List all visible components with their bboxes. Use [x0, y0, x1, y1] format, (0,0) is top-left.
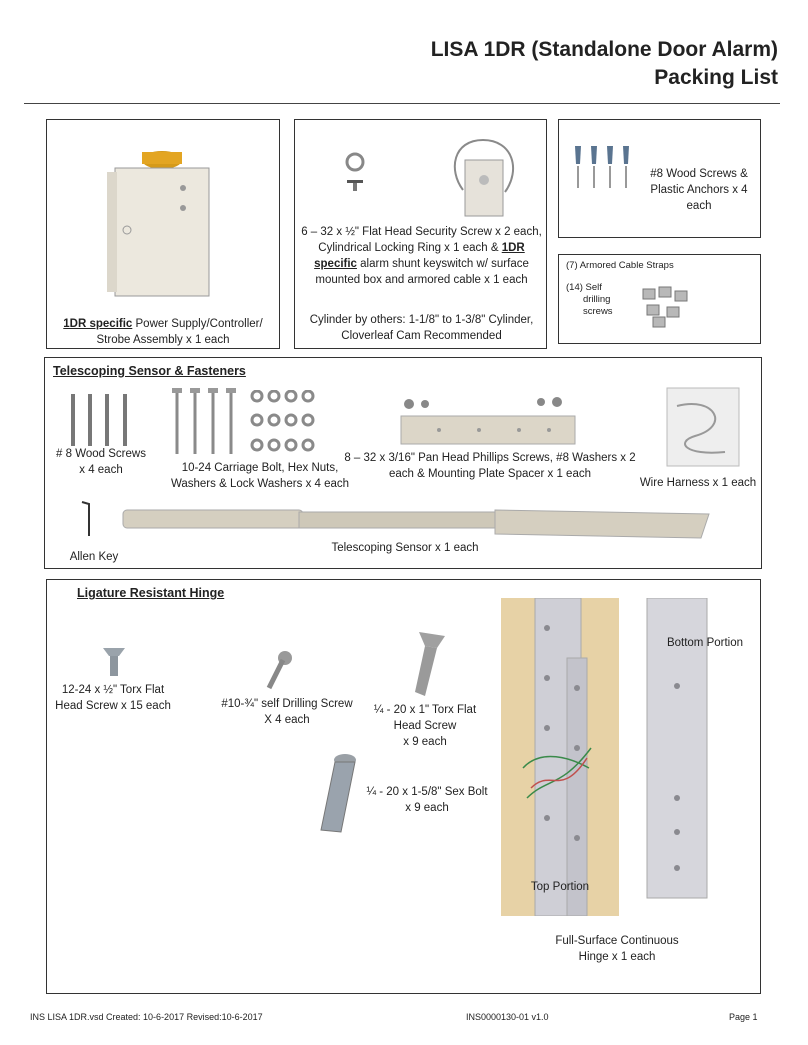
torx-half-line1: 12-24 x ½" Torx Flat: [61, 684, 165, 696]
keyswitch-image: [443, 130, 523, 220]
carriage-line1: 10-24 Carriage Bolt, Hex Nuts,: [181, 462, 339, 474]
keyswitch-line4: mounted box and armored cable x 1 each: [315, 274, 528, 286]
wood-screws-line2: x 4 each: [79, 464, 123, 476]
pan-head-caption: [335, 450, 645, 482]
carriage-caption: [155, 460, 365, 492]
sex-bolt-caption: [347, 784, 507, 816]
allen-key-caption: Allen Key: [69, 551, 119, 563]
telescoping-sensor-caption: Telescoping Sensor x 1 each: [331, 542, 479, 554]
anchors-line2: Plastic Anchors x 4: [650, 184, 748, 196]
cylinder-line1: Cylinder by others: 1-1/8" to 1-3/8" Cylinder,: [309, 314, 534, 326]
keyswitch-line2-bold: 1DR: [501, 242, 525, 254]
locking-ring-image: [343, 150, 367, 192]
footer-left: INS LISA 1DR.vsd Created: 10-6-2017 Revised:10-6-2017: [30, 1012, 263, 1022]
full-surface-line1: Full-Surface Continuous: [555, 935, 679, 947]
keyswitch-box: [294, 119, 547, 349]
straps-line4: screws: [583, 306, 613, 317]
torx-1-line1: ¼ - 20 x 1" Torx Flat: [373, 704, 477, 716]
wood-screws-line1: # 8 Wood Screws: [56, 448, 146, 460]
nuts-washers-image: [249, 390, 319, 454]
allen-key-image: [79, 500, 93, 538]
straps-line1: (7) Armored Cable Straps: [566, 260, 674, 271]
cylinder-line2: Cloverleaf Cam Recommended: [341, 330, 502, 342]
keyswitch-caption: [297, 224, 546, 288]
wood-screws-image: [65, 392, 137, 448]
wood-screws-caption: [49, 446, 153, 478]
footer-center: INS0000130-01 v1.0: [466, 1012, 549, 1022]
power-supply-bold: 1DR specific: [63, 318, 133, 330]
self-drill-image: [263, 650, 293, 692]
top-portion-label: Top Portion: [530, 881, 590, 893]
hinge-section: [46, 579, 761, 994]
keyswitch-line1: 6 – 32 x ½" Flat Head Security Screw x 2 each,: [301, 226, 542, 238]
power-supply-box: [46, 119, 280, 349]
anchors-image: [567, 146, 639, 192]
carriage-bolts-image: [167, 386, 247, 458]
footer-page: Page 1: [729, 1012, 758, 1022]
straps-image: [639, 285, 695, 329]
pan-head-line1: 8 – 32 x 3/16" Pan Head Phillips Screws, #8 Washers x 2: [344, 452, 636, 464]
torx-1-line3: x 9 each: [403, 736, 447, 748]
pan-head-line2: each & Mounting Plate Spacer x 1 each: [388, 468, 591, 480]
torx-half-image: [101, 646, 127, 678]
power-supply-line2: Strobe Assembly x 1 each: [96, 334, 230, 346]
anchors-line1: #8 Wood Screws &: [650, 168, 748, 180]
self-drill-line2: X 4 each: [264, 714, 310, 726]
page-subtitle: Packing List: [654, 66, 778, 89]
straps-box: [558, 254, 761, 344]
self-drill-caption: [207, 696, 367, 728]
anchors-line3: each: [686, 200, 712, 212]
keyswitch-line2: Cylindrical Locking Ring x 1 each &: [318, 242, 502, 254]
telescoping-title: Telescoping Sensor & Fasteners: [53, 364, 246, 378]
torx-half-caption: [49, 682, 177, 714]
carriage-line2: Washers & Lock Washers x 4 each: [170, 478, 350, 490]
power-supply-text: Power Supply/Controller/: [132, 318, 263, 330]
sex-bolt-line1: ¼ - 20 x 1-5/8" Sex Bolt: [366, 786, 488, 798]
cylinder-caption: [297, 312, 546, 344]
keyswitch-line3-bold: specific: [314, 258, 357, 270]
torx-1-image: [405, 630, 449, 700]
power-supply-image: [107, 148, 217, 300]
straps-line3: drilling: [583, 294, 611, 305]
wire-harness-image: [665, 386, 741, 468]
torx-half-line2: Head Screw x 15 each: [55, 700, 171, 712]
anchors-caption: [639, 166, 759, 214]
header-divider: [24, 103, 780, 104]
telescoping-sensor-image: [121, 504, 713, 544]
full-surface-line2: Hinge x 1 each: [578, 951, 656, 963]
wire-harness-caption: Wire Harness x 1 each: [639, 477, 757, 489]
power-supply-caption: [47, 316, 279, 348]
page-title: LISA 1DR (Standalone Door Alarm): [430, 38, 778, 61]
mounting-plate-image: [399, 394, 579, 446]
bottom-portion-label: Bottom Portion: [666, 637, 744, 649]
torx-1-line2: Head Screw: [393, 720, 457, 732]
keyswitch-line3: alarm shunt keyswitch w/ surface: [356, 258, 529, 270]
torx-1-caption: [365, 702, 485, 750]
self-drill-line1: #10-¾" self Drilling Screw: [221, 698, 353, 710]
straps-line2: (14) Self: [566, 282, 602, 293]
telescoping-section: [44, 357, 762, 569]
full-surface-caption: [537, 933, 697, 965]
hinge-title: Ligature Resistant Hinge: [77, 586, 225, 600]
anchors-box: [558, 119, 761, 238]
sex-bolt-line2: x 9 each: [405, 802, 449, 814]
